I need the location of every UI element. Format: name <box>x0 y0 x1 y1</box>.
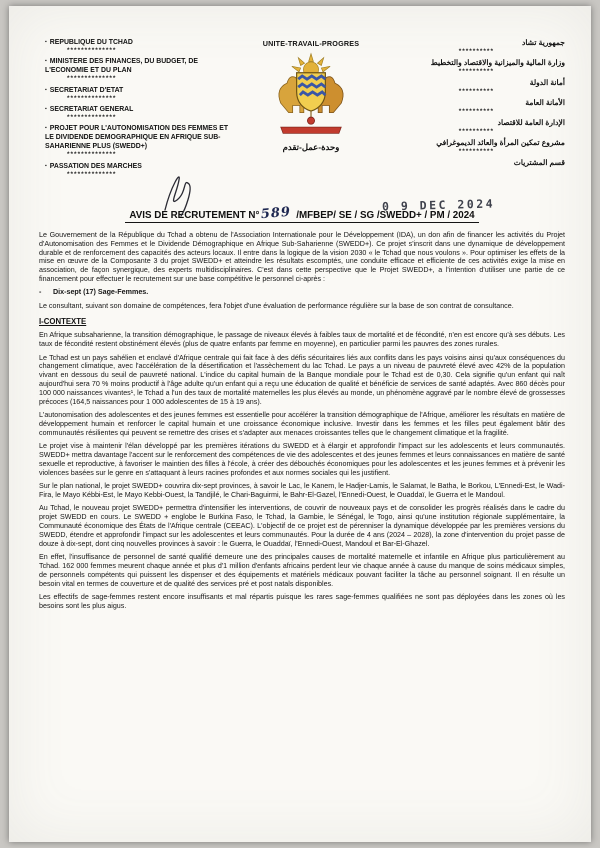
body-paragraph: En Afrique subsaharienne, la transition démographique, le passage de niveaux élevés à faibles taux de mortalité et de fécondité, n'en est encore qu'à ses débuts. Les taux de fécondité restent obstinément élevés (plus de quatre enfants par femme en moyenne), en particulier parmi les pauvres des zones rurales. <box>39 331 565 349</box>
header-label: PROJET POUR L'AUTONOMISATION DES FEMMES ET LE DIVIDENDE DEMOGRAPHIQUE EN AFRIQUE SUB-SAHARIENNE PLUS (SWEDD+) <box>45 125 229 151</box>
separator-stars: ********** <box>458 107 494 115</box>
body-paragraph: Sur le plan national, le projet SWEDD+ couvrira dix-sept provinces, à savoir le Lac, le Kanem, le Hadjer-Lamis, le Salamat, le Batha, le Borkou, L'Ennedi-Est, le Wadi-Fira, le Mayo Kébbi-Est, le Mayo Kebbi-Ouest, la Tandjilé, le Chari-Baguirmi, le Bahr-El-Gazel, l'Ennedi-Ouest, le Ouaddaï, le Guerra et le Mandoul. <box>39 482 565 500</box>
header-label-arabic: الأمانة العامة <box>525 98 565 107</box>
header-item-ministry <box>45 57 236 82</box>
body-paragraph: L'autonomisation des adolescentes et des jeunes femmes est essentielle pour accélérer la transition démographique de l'Afrique, améliorer les résultats en matière de développement humain et renforcer le capital humain et une croissance économique inclusive. Investir dans les femmes et les filles peut également bâtir des communautés résilientes qui peuvent se remettre des crises et s'adapter aux menaces croissantes telles que le changement climatique et la fragilité. <box>39 411 565 437</box>
header-item-procurement <box>45 162 236 178</box>
chad-coat-of-arms-icon <box>263 52 359 140</box>
separator-stars: ************** <box>67 113 117 121</box>
separator-stars: ************** <box>67 151 117 159</box>
separator-stars: ************** <box>67 47 117 55</box>
separator-stars: ************** <box>67 94 117 102</box>
document-header <box>39 38 565 181</box>
header-item-arabic-state-secretariat <box>388 78 565 95</box>
separator-stars: ********** <box>458 47 494 55</box>
header-center-column <box>236 38 385 153</box>
date-stamp: 0 9 DEC 2024 <box>381 196 496 214</box>
recruitment-item-label: Dix-sept (17) Sage-Femmes. <box>53 288 149 297</box>
bullet-icon: ▪ <box>45 39 47 45</box>
bullet-icon: ▪ <box>45 86 47 93</box>
header-item-arabic-directorate <box>388 118 565 135</box>
motto-french: UNITE-TRAVAIL-PROGRES <box>262 39 360 48</box>
bullet-icon: ▪ <box>45 105 47 112</box>
header-label-arabic: الإدارة العامة للاقتصاد <box>497 118 565 127</box>
handwritten-number: 589 <box>260 204 293 223</box>
header-item-arabic-project <box>388 138 565 155</box>
separator-stars: ********** <box>458 67 494 75</box>
header-item-general-secretariat <box>45 105 236 121</box>
body-paragraph: Les effectifs de sage-femmes restent encore insuffisants et mal répartis puisque les rares sage-femmes qualifiées ne sont pas déployées dans les zones où les besoins sont les plus aigus. <box>39 593 565 611</box>
header-label-arabic: وزارة المالية والميزانية والاقتصاد والتخطيط <box>430 58 565 67</box>
recruitment-item <box>39 288 565 297</box>
header-label-arabic: جمهورية تشاد <box>521 38 565 47</box>
header-item-arabic-procurement <box>388 158 565 168</box>
section-heading-contexte: I-CONTEXTE <box>39 316 87 326</box>
bullet-icon: ▪ <box>45 125 47 132</box>
body-paragraph-consultant: Le consultant, suivant son domaine de compétences, fera l'objet d'une évaluation de performance régulière sur la base de son contrat de consultance. <box>39 301 514 310</box>
header-right-column <box>386 38 565 171</box>
header-item-arabic-ministry <box>388 58 565 75</box>
signature-icon <box>157 166 203 218</box>
header-label: SECRETARIAT GENERAL <box>49 105 134 113</box>
header-label-arabic: أمانة الدولة <box>529 78 565 87</box>
bullet-icon: ▪ <box>45 58 47 65</box>
header-item-republic <box>45 38 236 54</box>
header-left-column <box>39 38 236 181</box>
header-label: PASSATION DES MARCHES <box>49 162 142 170</box>
separator-stars: ********** <box>458 87 494 95</box>
separator-stars: ************** <box>67 75 117 83</box>
document-body <box>39 231 565 611</box>
title-suffix: /MFBEP/ SE / SG /SWEDD+ / PM / 2024 <box>296 209 475 221</box>
body-paragraph: Le Tchad est un pays sahélien et enclavé d'Afrique centrale qui fait face à des défis sécuritaires liés aux conflits dans les pays voisins ainsi qu'aux conséquences du changement climatique, avec l'accélération de la désertification et l'assèchement du lac Tchad. Le pays a un niveau de pauvreté élevé avec 42% de la population vivant en dessous du seuil de pauvreté national. L'indice du capital humain de la Banque mondiale pour le Tchad est de 0,30. Cela signifie qu'un enfant qui naît aujourd'hui sera 70 % moins productif à l'âge adulte qu'un enfant qui a reçu une éducation de qualité et bénéficie de services de santé adaptés. Avec 860 décès pour 100 000 naissances vivantes¹, le Tchad a l'un des taux de mortalité maternelles les plus élevés au monde, un phénomène aggravé par le nombre élevé de grossesses précoces (164,5 naissances pour 1 000 adolescentes de 15 à 19 ans). <box>39 353 565 406</box>
header-item-arabic-republic <box>388 38 565 55</box>
header-item-project-swedd <box>45 124 236 158</box>
document-page <box>9 6 591 842</box>
header-item-arabic-general-secretariat <box>388 98 565 115</box>
header-label: MINISTERE DES FINANCES, DU BUDGET, DE L'ECONOMIE ET DU PLAN <box>45 58 198 75</box>
body-paragraph: En effet, l'insuffisance de personnel de santé qualifié demeure une des principales causes de mortalité maternelle et infantile en Afrique plus particulièrement au Tchad. 162 000 femmes meurent chaque année et plus d'1 million d'enfants africains perdent leur vie chaque année à cause du manque de soins médicaux simples, de personnels compétents qui puissent les dispenser et des équipements et matériels médicaux pouvant faciliter la tâche au personnel soignant. Il en résulte un besoin vital en termes de couverture et de qualité des services pré et post natals disponibles. <box>39 553 565 588</box>
body-paragraph: Au Tchad, le nouveau projet SWEDD+ permettra d'intensifier les interventions, de couvrir de nouveaux pays et de consolider les progrès réalisés dans le cadre du projet SWEDD en cours. Le SWEDD + englobe le Burkina Faso, le Tchad, la Gambie, le Sénégal, le Togo, ainsi qu'une institution régionale supplémentaire, la Communauté économique des États de l'Afrique centrale (CEEAC). L'objectif de ce projet est de pérenniser la dynamique développée par les premières versions du SWEDD, étendre et approfondir l'impact sur les adolescentes et leurs communautés. Pour la durée de 4 ans (2024 – 2028), la zone d'intervention du projet passe de douze à dix-sept, dont cinq nouvelles provinces à savoir : le Guerra, le Ouaddaï, l'Ennedi-Ouest, Mandoul et Bar-El-Ghazel. <box>39 504 565 548</box>
separator-stars: ********** <box>458 147 494 155</box>
body-paragraph-intro: Le Gouvernement de la République du Tchad a obtenu de l'Association Internationale pour le Développement (IDA), un don afin de financer les activités du Projet d'Autonomisation des Femmes et le Dividende Démographique en Afrique Sub-Saharienne (SWEDD+). Ce projet s'inscrit dans une dynamique de développement durable et de renforcement des capacités des acteurs locaux. Il entre dans la logique de la vision 2030 « le Tchad que nous voulons ». Pour optimiser les effets de la mise en œuvre de la Composante 3 du projet SWEDD+ et atteindre les résultats escomptés, une conduite efficace et efficiente de ces activités exige la mise en association, de façon synergique, des experts multidisciplinaires. C'est dans cette perspective que le Projet SWEDD+, a l'intention d'utiliser une partie de ce financement pour effectuer le recrutement sur une base compétitive le personnel ci-après : <box>39 230 565 284</box>
header-label-arabic: مشروع تمكين المرأة والعائد الديموغرافي <box>436 138 565 147</box>
separator-stars: ************** <box>67 170 117 178</box>
dash-mark: - <box>39 288 42 297</box>
motto-arabic: وحدة-عمل-تقدم <box>282 142 340 152</box>
header-label-arabic: قسم المشتريات <box>513 158 565 167</box>
header-label: REPUBLIQUE DU TCHAD <box>49 39 133 46</box>
bullet-icon: ▪ <box>45 162 47 169</box>
title-prefix: AVIS DE RECRUTEMENT N° <box>129 209 260 221</box>
body-paragraph: Le projet vise à maintenir l'élan développé par les premières itérations du SWEDD et à élargir et approfondir l'impact sur les adolescents et leurs communautés. SWEDD+ mettra davantage l'accent sur le renforcement des compétences de vie des adolescentes et des jeunes femmes et leurs connaissances en matière de santé sexuelle et reproductive, à favoriser le maintien des filles à l'école, à créer des débouchés économiques pour les adolescentes et les jeunes femmes et à prévenir les violences basées sur le genre en s'attaquant à leurs racines profondes et aux normes sociales qui les justifient. <box>39 442 565 477</box>
header-label: SECRETARIAT D'ETAT <box>49 86 124 94</box>
separator-stars: ********** <box>458 127 494 135</box>
header-item-state-secretariat <box>45 86 236 102</box>
